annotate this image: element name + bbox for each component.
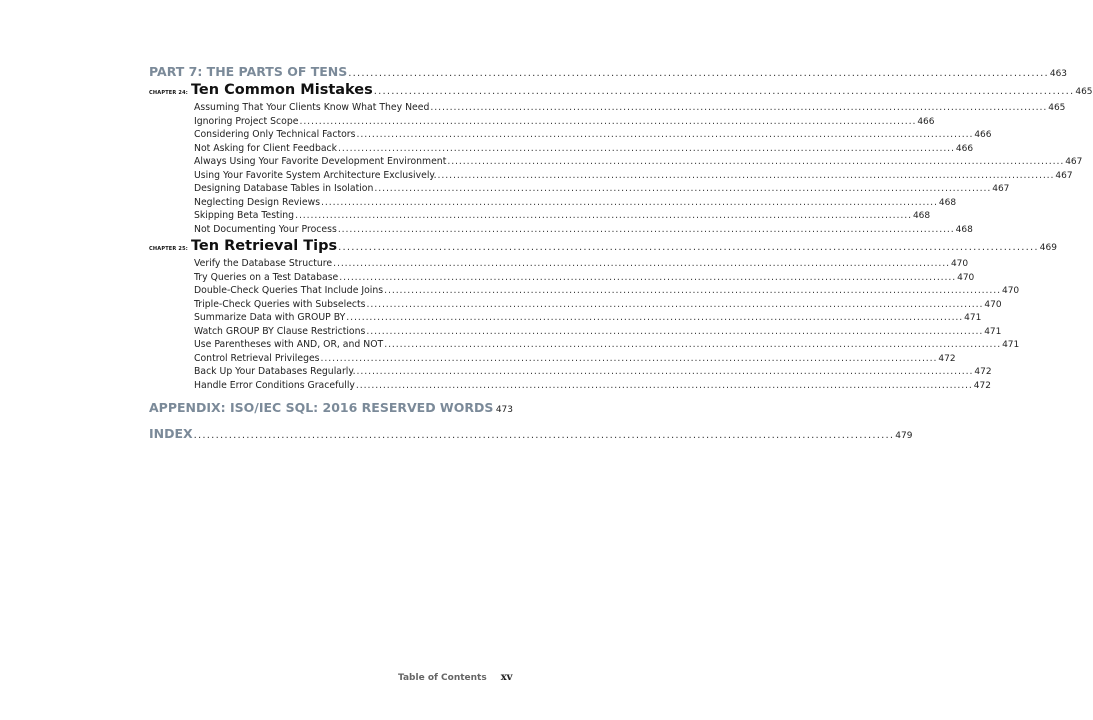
section-title: Handle Error Conditions Gracefully <box>194 379 355 391</box>
dot-leader: ................................................................................................................................................................ <box>384 285 1001 296</box>
section-title: Try Queries on a Test Database <box>194 271 339 283</box>
section-title: Considering Only Technical Factors <box>194 129 356 140</box>
toc-section-entry[interactable] <box>194 183 1010 194</box>
section-title: Skipping Beta Testing <box>194 210 295 221</box>
index-title: INDEX <box>149 426 193 441</box>
page-number: 470 <box>950 259 969 269</box>
dot-leader: ................................................................................................................................................................ <box>437 169 1055 181</box>
section-title: Neglecting Design Reviews <box>194 196 321 208</box>
page-number: 468 <box>938 197 957 208</box>
chapter-label: CHAPTER 24: <box>149 90 188 96</box>
page-number: 467 <box>1065 157 1083 167</box>
dot-leader: ................................................................................................................................................................ <box>366 325 984 337</box>
page-number: 470 <box>1001 286 1020 296</box>
page-number: 470 <box>957 272 975 283</box>
dot-leader: ................................................................................................................................................................ <box>338 242 1039 253</box>
dot-leader: ................................................................................................................................................................ <box>193 430 895 441</box>
dot-leader: ................................................................................................................................................................ <box>295 210 912 221</box>
dot-leader: ................................................................................................................................................................ <box>337 223 955 235</box>
toc-section-entry[interactable] <box>194 156 1083 167</box>
toc-section-entry[interactable] <box>194 223 973 235</box>
dot-leader: ................................................................................................................................................................ <box>320 352 938 364</box>
section-title: Designing Database Tables in Isolation <box>194 183 374 194</box>
section-title: Using Your Favorite System Architecture Exclusively. <box>194 169 437 181</box>
toc-section-entry[interactable] <box>194 142 974 154</box>
dot-leader: ................................................................................................................................................................ <box>346 312 964 323</box>
section-title: Watch GROUP BY Clause Restrictions <box>194 325 366 337</box>
page-number: 463 <box>1049 69 1068 79</box>
section-title: Use Parentheses with AND, OR, and NOT <box>194 339 384 350</box>
page-number: 466 <box>974 130 992 140</box>
chapter-title: Ten Retrieval Tips <box>190 238 338 254</box>
dot-leader: ................................................................................................................................................................ <box>366 298 984 310</box>
page-number: 479 <box>895 431 913 441</box>
section-title: Always Using Your Favorite Development Environment <box>194 156 447 167</box>
toc-part-entry[interactable] <box>149 64 1068 79</box>
toc-section-entry[interactable] <box>194 379 991 391</box>
toc-chapter-entry[interactable] <box>149 82 1093 98</box>
section-title: Ignoring Project Scope <box>194 115 299 127</box>
toc-section-entry[interactable] <box>194 285 1020 296</box>
page-number: 472 <box>974 367 992 377</box>
dot-leader: ................................................................................................................................................................ <box>321 196 938 208</box>
dot-leader: ................................................................................................................................................................ <box>447 156 1065 167</box>
dot-leader: ................................................................................................................................................................ <box>356 129 974 140</box>
chapter-title: Ten Common Mistakes <box>190 82 373 98</box>
page-number: 467 <box>992 184 1010 194</box>
toc-section-entry[interactable] <box>194 366 992 377</box>
toc-section-entry[interactable] <box>194 312 982 323</box>
dot-leader: ................................................................................................................................................................ <box>333 258 950 269</box>
section-title: Not Asking for Client Feedback <box>194 142 338 154</box>
part-title: PART 7: THE PARTS OF TENS <box>149 64 348 79</box>
appendix-title: APPENDIX: ISO/IEC SQL: 2016 RESERVED WORDS <box>149 400 494 415</box>
page-number: 470 <box>984 299 1002 310</box>
dot-leader: ................................................................................................................................................................ <box>373 86 1075 97</box>
toc-section-entry[interactable] <box>194 169 1073 181</box>
dot-leader: ................................................................................................................................................................ <box>374 183 992 194</box>
page-number: 466 <box>955 143 974 154</box>
dot-leader: ................................................................................................................................................................ <box>348 68 1049 79</box>
page-number: 468 <box>912 211 931 221</box>
footer-page-number: xv <box>500 672 513 683</box>
toc-section-entry[interactable] <box>194 210 931 221</box>
section-title: Control Retrieval Privileges <box>194 352 320 364</box>
page-number: 465 <box>1075 87 1093 97</box>
dot-leader: ................................................................................................................................................................ <box>355 379 973 391</box>
toc-index-entry[interactable] <box>149 426 913 441</box>
page-number: 472 <box>938 353 956 364</box>
toc-section-entry[interactable] <box>194 339 1020 350</box>
footer-label: Table of Contents <box>398 673 487 683</box>
page-number: 467 <box>1055 170 1073 181</box>
toc-chapter-entry[interactable] <box>149 238 1057 254</box>
dot-leader: ................................................................................................................................................................ <box>299 115 917 127</box>
page-number: 471 <box>984 326 1002 337</box>
dot-leader: ................................................................................................................................................................ <box>338 142 955 154</box>
toc-appendix-entry[interactable] <box>149 400 513 415</box>
section-title: Verify the Database Structure <box>194 258 333 269</box>
toc-section-entry[interactable] <box>194 115 935 127</box>
section-title: Assuming That Your Clients Know What They Need <box>194 102 430 113</box>
section-title: Summarize Data with GROUP BY <box>194 312 346 323</box>
toc-section-entry[interactable] <box>194 298 1002 310</box>
toc-section-entry[interactable] <box>194 102 1066 113</box>
section-title: Triple-Check Queries with Subselects <box>194 298 366 310</box>
page-number: 472 <box>973 380 991 391</box>
toc-section-entry[interactable] <box>194 352 956 364</box>
dot-leader: ................................................................................................................................................................ <box>430 102 1048 113</box>
toc-section-entry[interactable] <box>194 129 992 140</box>
dot-leader: ................................................................................................................................................................ <box>384 339 1002 350</box>
page-number: 471 <box>964 313 982 323</box>
page-number: 469 <box>1039 243 1057 253</box>
dot-leader: ................................................................................................................................................................ <box>339 271 957 283</box>
section-title: Double-Check Queries That Include Joins <box>194 285 384 296</box>
toc-section-entry[interactable] <box>194 258 969 269</box>
section-title: Not Documenting Your Process <box>194 223 337 235</box>
page-footer <box>398 672 516 683</box>
page-number: 466 <box>917 116 935 127</box>
section-title: Back Up Your Databases Regularly. <box>194 366 356 377</box>
page-number: 473 <box>495 405 513 415</box>
toc-section-entry[interactable] <box>194 196 957 208</box>
toc-section-entry[interactable] <box>194 325 1002 337</box>
dot-leader: ................................................................................................................................................................ <box>356 366 974 377</box>
page-number: 468 <box>955 224 973 235</box>
toc-section-entry[interactable] <box>194 271 975 283</box>
chapter-label: CHAPTER 25: <box>149 246 188 252</box>
page-number: 465 <box>1048 103 1066 113</box>
page-number: 471 <box>1002 340 1020 350</box>
